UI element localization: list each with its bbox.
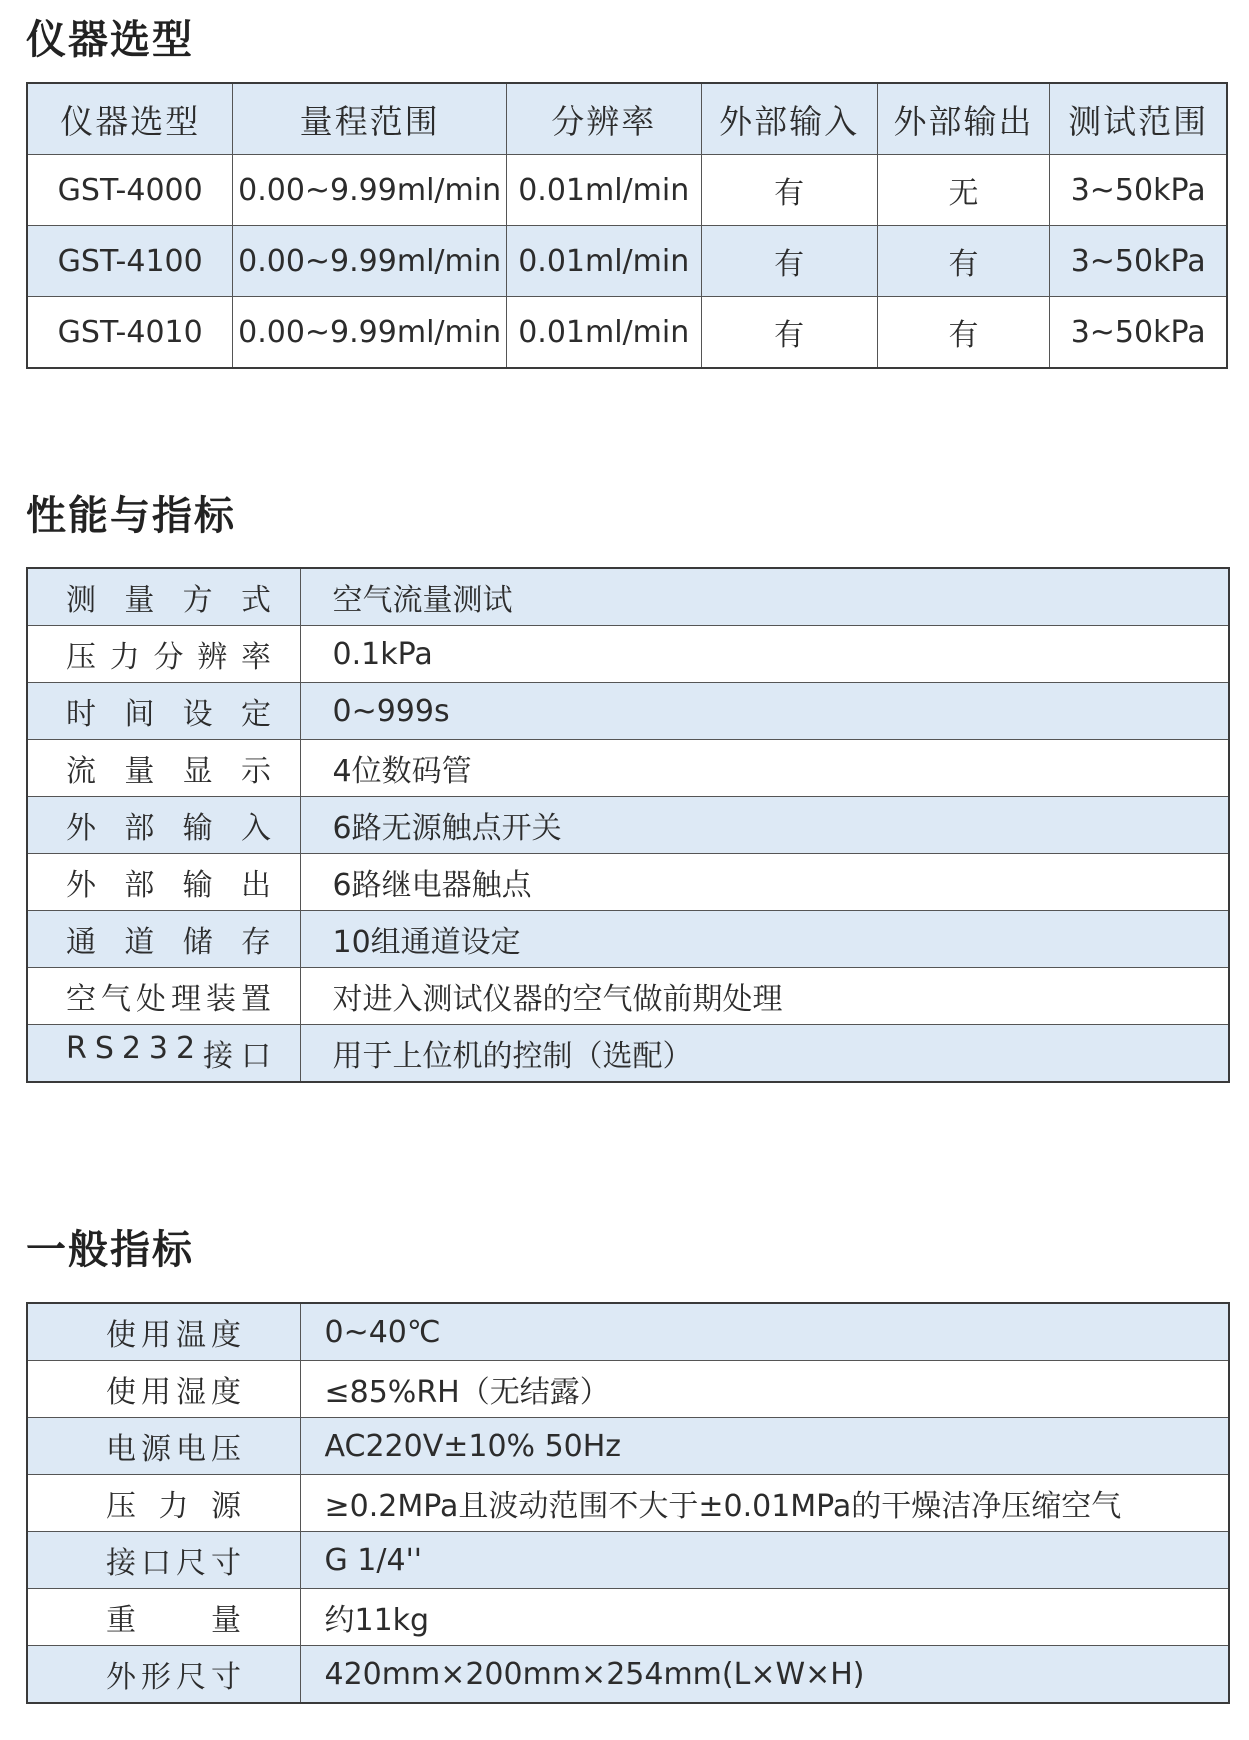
table-row <box>27 1361 1229 1418</box>
row-label-char: 压 <box>66 640 96 675</box>
row-label <box>27 568 300 626</box>
row-label-char: 外 <box>66 811 96 846</box>
header-cell: 仪器选型 <box>27 83 233 155</box>
row-label <box>27 911 300 968</box>
row-label-char: 空 <box>66 982 96 1017</box>
row-label-char: 湿 <box>176 1375 206 1410</box>
row-label-char: 温 <box>176 1318 206 1353</box>
row-label-char: 压 <box>211 1432 241 1467</box>
table-cell: GST-4010 <box>27 297 233 369</box>
general-table <box>26 1302 1230 1704</box>
row-label <box>27 1475 300 1532</box>
row-label-char: 2 <box>175 1031 196 1066</box>
row-label-char: 口 <box>241 1039 271 1074</box>
row-label <box>27 797 300 854</box>
row-label-char: 2 <box>121 1031 141 1066</box>
row-label-char: 气 <box>101 982 131 1017</box>
row-label-char: 输 <box>182 868 213 903</box>
table-cell: 有 <box>701 297 877 369</box>
row-label-char: 定 <box>240 697 271 732</box>
row-label-char: 储 <box>182 925 213 960</box>
table-row <box>27 1303 1229 1361</box>
row-value: 10组通道设定 <box>300 911 1229 968</box>
row-label <box>27 1589 300 1646</box>
table-cell: 0.00~9.99ml/min <box>233 155 506 226</box>
row-label <box>27 626 300 683</box>
header-cell: 测试范围 <box>1050 83 1227 155</box>
row-label-char: 3 <box>148 1031 168 1066</box>
row-label-char: 形 <box>141 1660 171 1695</box>
table-row <box>27 155 1227 226</box>
row-label-char: 用 <box>141 1318 171 1353</box>
row-label <box>27 740 300 797</box>
row-label <box>27 1303 300 1361</box>
table-row <box>27 911 1229 968</box>
table-row <box>27 1418 1229 1475</box>
row-label-char: 理 <box>171 982 201 1017</box>
header-cell: 量程范围 <box>233 83 506 155</box>
row-label-char: 电 <box>106 1432 136 1467</box>
table-row <box>27 797 1229 854</box>
table-cell: 无 <box>877 155 1050 226</box>
row-label-char: 流 <box>66 754 96 789</box>
row-label-char: 率 <box>241 640 271 675</box>
row-label <box>27 683 300 740</box>
row-label-char: 入 <box>240 811 271 846</box>
row-label-char: 力 <box>109 640 140 675</box>
row-value: 6路无源触点开关 <box>300 797 1229 854</box>
row-label-char: 测 <box>66 583 96 618</box>
row-label-char: 寸 <box>211 1660 241 1695</box>
row-label-char: 源 <box>141 1432 171 1467</box>
row-label-char: 使 <box>106 1318 136 1353</box>
table-row <box>27 854 1229 911</box>
table-row <box>27 1025 1229 1083</box>
row-label <box>27 1646 300 1704</box>
table-row <box>27 683 1229 740</box>
row-label <box>27 1532 300 1589</box>
performance-table <box>26 567 1230 1083</box>
section-title-performance: 性能与指标 <box>26 493 236 539</box>
row-label-char: 接 <box>106 1546 136 1581</box>
row-value: 空气流量测试 <box>300 568 1229 626</box>
row-label-char: 时 <box>66 697 96 732</box>
row-label-char: 道 <box>124 925 155 960</box>
table-header-row <box>27 83 1227 155</box>
row-value: 420mm×200mm×254mm(L×W×H) <box>300 1646 1229 1704</box>
row-label-char: S <box>94 1031 114 1066</box>
row-label-char: 重 <box>106 1603 136 1638</box>
row-label-char: 压 <box>106 1489 136 1524</box>
table-cell: 0.00~9.99ml/min <box>233 226 506 297</box>
row-label-char: 用 <box>141 1375 171 1410</box>
row-label-char: 处 <box>136 982 166 1017</box>
table-row <box>27 568 1229 626</box>
table-cell: 0.00~9.99ml/min <box>233 297 506 369</box>
table-cell: 0.01ml/min <box>506 226 701 297</box>
table-row <box>27 226 1227 297</box>
table-row <box>27 740 1229 797</box>
row-label-char: R <box>66 1031 87 1066</box>
row-label-char: 装 <box>206 982 236 1017</box>
row-value: G 1/4'' <box>300 1532 1229 1589</box>
row-label-char: 间 <box>124 697 155 732</box>
row-label-char: 电 <box>176 1432 206 1467</box>
row-label-char: 输 <box>182 811 213 846</box>
row-label-char: 式 <box>240 583 271 618</box>
table-cell: 有 <box>877 226 1050 297</box>
section-title-models: 仪器选型 <box>26 17 194 63</box>
header-cell: 外部输入 <box>701 83 877 155</box>
row-label <box>27 854 300 911</box>
row-label-char: 部 <box>124 868 155 903</box>
table-cell: 3~50kPa <box>1050 155 1227 226</box>
row-label-char: 尺 <box>176 1546 206 1581</box>
table-cell: 3~50kPa <box>1050 226 1227 297</box>
table-row <box>27 968 1229 1025</box>
row-label-char: 量 <box>211 1603 241 1638</box>
row-label-char: 分 <box>153 640 184 675</box>
models-table <box>26 82 1228 369</box>
table-row <box>27 1646 1229 1704</box>
row-label <box>27 968 300 1025</box>
table-cell: GST-4000 <box>27 155 233 226</box>
row-label <box>27 1025 300 1083</box>
table-cell: 3~50kPa <box>1050 297 1227 369</box>
row-label-char: 度 <box>211 1375 241 1410</box>
row-label-char: 使 <box>106 1375 136 1410</box>
row-label-char: 源 <box>211 1489 241 1524</box>
table-row <box>27 297 1227 369</box>
row-label-char: 设 <box>182 697 213 732</box>
table-row <box>27 1532 1229 1589</box>
row-label-char: 外 <box>106 1660 136 1695</box>
section-title-general: 一般指标 <box>26 1227 194 1273</box>
row-label-char: 外 <box>66 868 96 903</box>
row-value: 0~999s <box>300 683 1229 740</box>
row-value: ≥0.2MPa且波动范围不大于±0.01MPa的干燥洁净压缩空气 <box>300 1475 1229 1532</box>
row-value: 6路继电器触点 <box>300 854 1229 911</box>
row-label <box>27 1361 300 1418</box>
row-label-char: 通 <box>66 925 96 960</box>
row-label-char: 示 <box>240 754 271 789</box>
row-value: 4位数码管 <box>300 740 1229 797</box>
row-value: 0~40℃ <box>300 1303 1229 1361</box>
header-cell: 外部输出 <box>877 83 1050 155</box>
row-value: 约11kg <box>300 1589 1229 1646</box>
row-value: AC220V±10% 50Hz <box>300 1418 1229 1475</box>
table-row <box>27 1475 1229 1532</box>
table-cell: 0.01ml/min <box>506 297 701 369</box>
row-label <box>27 1418 300 1475</box>
row-label-char: 量 <box>124 583 155 618</box>
row-label-char: 存 <box>240 925 271 960</box>
table-cell: 有 <box>701 226 877 297</box>
row-label-char: 寸 <box>211 1546 241 1581</box>
table-cell: 有 <box>701 155 877 226</box>
row-value: 对进入测试仪器的空气做前期处理 <box>300 968 1229 1025</box>
table-cell: GST-4100 <box>27 226 233 297</box>
row-label-char: 置 <box>241 982 271 1017</box>
row-label-char: 方 <box>182 583 213 618</box>
row-label-char: 显 <box>182 754 213 789</box>
table-row <box>27 1589 1229 1646</box>
row-label-char: 接 <box>203 1039 234 1074</box>
table-row <box>27 626 1229 683</box>
row-label-char: 出 <box>240 868 271 903</box>
row-label-char: 尺 <box>176 1660 206 1695</box>
header-cell: 分辨率 <box>506 83 701 155</box>
table-cell: 有 <box>877 297 1050 369</box>
row-label-char: 部 <box>124 811 155 846</box>
row-value: 用于上位机的控制（选配） <box>300 1025 1229 1083</box>
row-label-char: 口 <box>141 1546 171 1581</box>
table-cell: 0.01ml/min <box>506 155 701 226</box>
row-value: 0.1kPa <box>300 626 1229 683</box>
row-value: ≤85%RH（无结露） <box>300 1361 1229 1418</box>
row-label-char: 力 <box>158 1489 189 1524</box>
row-label-char: 量 <box>124 754 155 789</box>
row-label-char: 辨 <box>197 640 228 675</box>
row-label-char: 度 <box>211 1318 241 1353</box>
